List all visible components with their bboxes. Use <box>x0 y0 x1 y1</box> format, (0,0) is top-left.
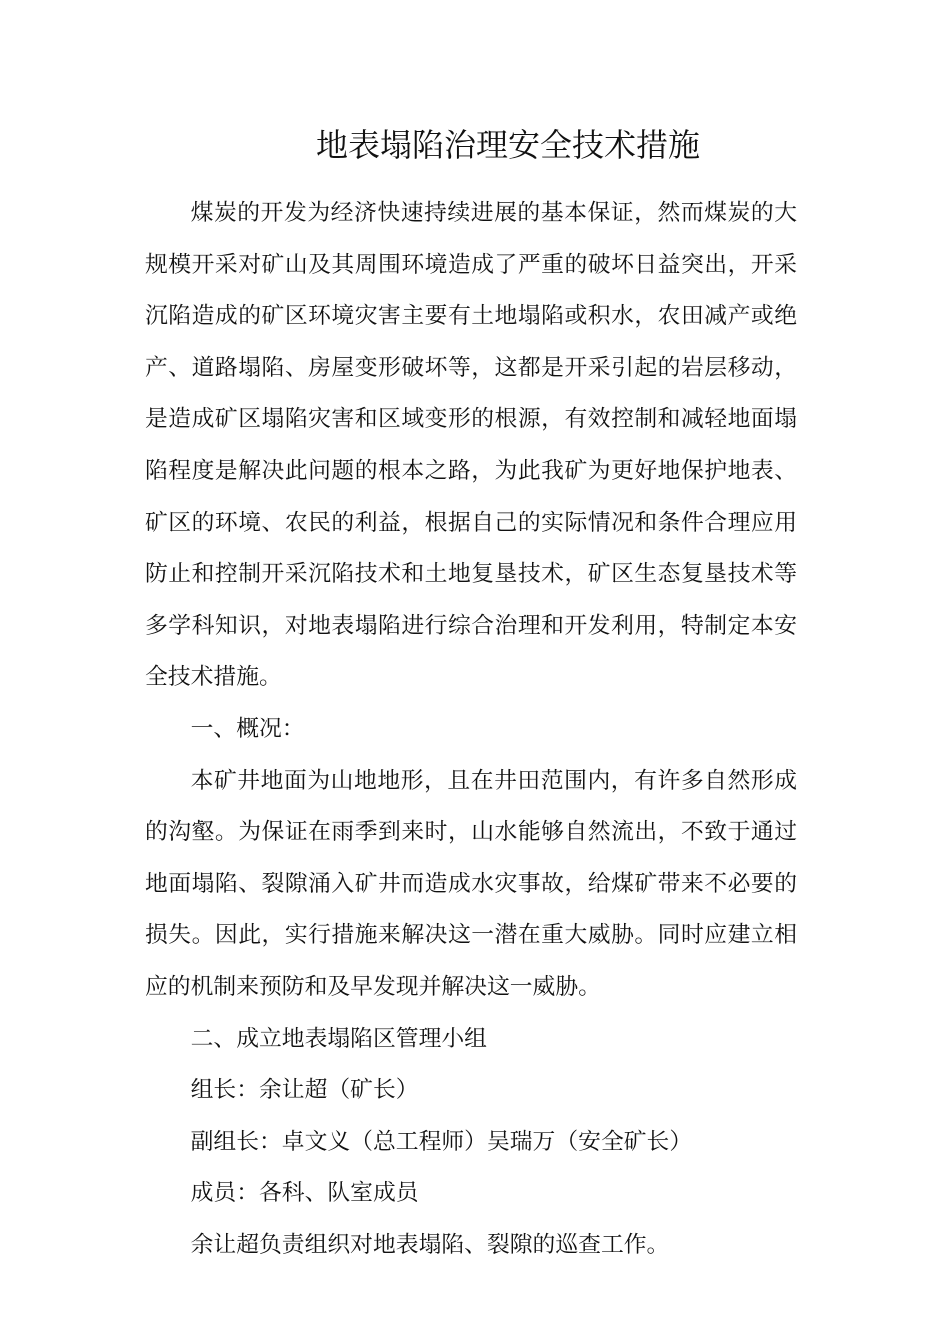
heading-overview: 一、概况： <box>190 715 305 742</box>
group-leader: 组长：余让超（矿长） <box>190 1077 419 1104</box>
document-body <box>145 188 797 1271</box>
responsibility-statement: 余让超负责组织对地表塌陷、裂隙的巡查工作。 <box>190 1231 670 1258</box>
document-title: 地表塌陷治理安全技术措施 <box>315 126 700 164</box>
paragraph-intro: 煤炭的开发为经济快速持续进展的基本保证，然而煤炭的大规模开采对矿山及其周围环境造成了严重的破坏日益突出，开采沉陷造成的矿区环境灾害主要有土地塌陷或积水，农田减产或绝产、道路塌陷、房屋变形破坏等，这都是开采引起的岩层移动，是造成矿区塌陷灾害和区域变形的根源，有效控制和减轻地面塌陷程度是解决此问题的根本之路，为此我矿为更好地保护地表、矿区的环境、农民的利益，根据自己的实际情况和条件合理应用防止和控制开采沉陷技术和土地复垦技术，矿区生态复垦技术等多学科知识，对地表塌陷进行综合治理和开发利用，特制定本安全技术措施。 <box>145 200 797 691</box>
paragraph-overview: 本矿井地面为山地地形，且在井田范围内，有许多自然形成的沟壑。为保证在雨季到来时，山水能够自然流出，不致于通过地面塌陷、裂隙涌入矿井而造成水灾事故，给煤矿带来不必要的损失。因此，实行措施来解决这一潜在重大威胁。同时应建立相应的机制来预防和及早发现并解决这一威胁。 <box>145 767 797 1000</box>
heading-management-group: 二、成立地表塌陷区管理小组 <box>190 1025 487 1052</box>
deputy-group-leaders: 副组长：卓文义（总工程师）吴瑞万（安全矿长） <box>190 1128 693 1155</box>
group-members: 成员：各科、队室成员 <box>190 1180 419 1207</box>
